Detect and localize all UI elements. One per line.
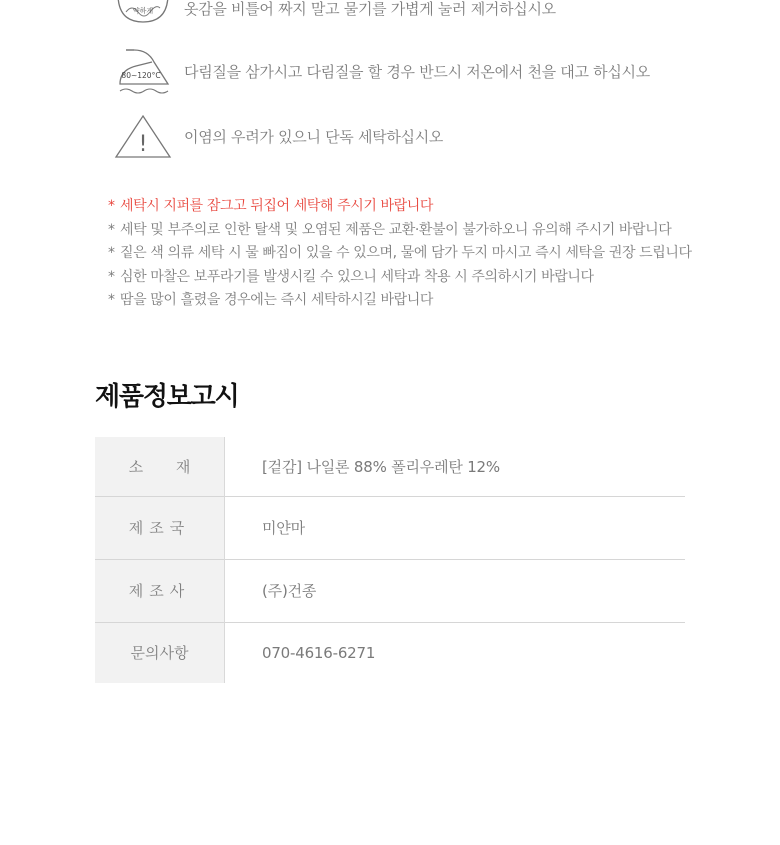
table-row [95, 437, 685, 496]
care-item-separate-wash [112, 113, 443, 159]
iron-low-temp-icon [112, 44, 174, 98]
warning-icon-mark: ! [138, 132, 148, 157]
note-star: * [108, 221, 115, 238]
note-item [108, 219, 692, 243]
care-text-wring: 옷감을 비틀어 짜지 말고 물기를 가볍게 눌러 제거하십시오 [184, 0, 556, 18]
row-label-material: 소 재 [95, 437, 225, 496]
note-text: 세탁 및 부주의로 인한 탈색 및 오염된 제품은 교환·환불이 불가하오니 유의해 주시기 바랍니다 [120, 221, 672, 238]
iron-icon-label: 80~120°C [121, 71, 161, 80]
care-notes-list [108, 195, 692, 313]
care-item-iron [112, 44, 650, 98]
row-value-contact: 070-4616-6271 [225, 622, 686, 683]
row-label-manufacturer: 제조사 [95, 559, 225, 622]
product-info-table [95, 437, 685, 683]
table-row [95, 559, 685, 622]
note-item-warning [108, 195, 692, 219]
row-value-material: [겉감] 나일론 88% 폴리우레탄 12% [225, 437, 686, 496]
note-star: * [108, 245, 115, 261]
care-text-separate-wash: 이염의 우려가 있으니 단독 세탁하십시오 [184, 127, 444, 146]
section-title-product-info: 제품정보고시 [95, 382, 239, 412]
note-star: * [108, 198, 115, 214]
care-item-wring [112, 0, 556, 28]
note-item [108, 242, 692, 266]
note-item [108, 266, 692, 290]
note-star: * [108, 292, 115, 308]
wring-icon-label: 약하게 [132, 7, 154, 15]
note-star: * [108, 268, 115, 285]
row-label-contact: 문의사항 [95, 622, 225, 683]
note-text: 땀을 많이 흘렸을 경우에는 즉시 세탁하시길 바랍니다 [120, 292, 434, 308]
note-text: 심한 마찰은 보푸라기를 발생시킬 수 있으니 세탁과 착용 시 주의하시기 바랍니다 [120, 268, 594, 285]
warning-icon [112, 113, 174, 159]
row-value-manufacturer: (주)건종 [225, 559, 686, 622]
table-row [95, 496, 685, 559]
wring-gently-icon [112, 0, 174, 28]
row-label-country: 제조국 [95, 496, 225, 559]
note-text: 세탁시 지퍼를 잠그고 뒤집어 세탁해 주시기 바랍니다 [120, 198, 434, 214]
care-text-iron: 다림질을 삼가시고 다림질을 할 경우 반드시 저온에서 천을 대고 하십시오 [184, 62, 650, 81]
note-item [108, 289, 692, 313]
table-row [95, 622, 685, 683]
row-value-country: 미얀마 [225, 496, 686, 559]
note-text: 짙은 색 의류 세탁 시 물 빠짐이 있을 수 있으며, 물에 담가 두지 마시고 즉시 세탁을 권장 드립니다 [120, 245, 692, 261]
